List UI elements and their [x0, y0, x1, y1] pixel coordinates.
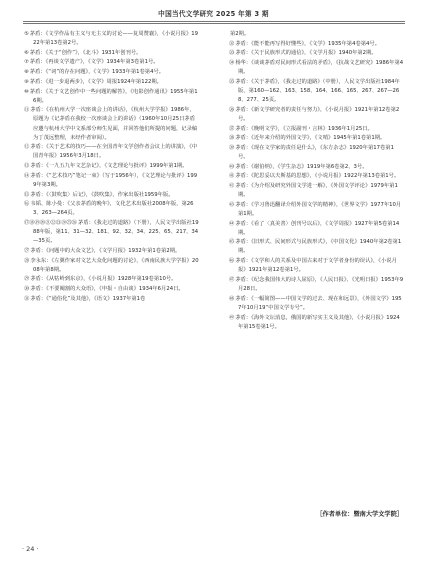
footnote [24, 143, 199, 161]
footnote-text: 茅盾：《从牯岭到东京》，《小说月报》1928年第19卷第10号。 [30, 276, 177, 283]
footnote-text: 茅盾：《近年来介绍的外国文学》，《文哨》1945年第1卷第1期。 [235, 135, 386, 142]
footnote-number: ㊳ [229, 135, 235, 142]
footnote [24, 106, 199, 142]
footnote-text: 杨华：《谈谈茅盾对民间形式看法的矛盾》，《抗战文艺研究》1986年第4期。 [235, 60, 404, 76]
footnote [229, 40, 404, 49]
footnote-text: 茅盾：《陀思妥以夫斯基的思想》，《小说月报》1922年第13卷第1号。 [235, 173, 400, 180]
footnote [24, 30, 199, 48]
footnote-number: ⑮ [24, 191, 30, 198]
footnote-text: 李永东：《左翼作家对文艺大众化问题的讨论》，《西南民族大学学报》2008年第8期。 [30, 257, 199, 273]
footnote [229, 125, 404, 134]
footnote [229, 59, 404, 77]
author-affiliation: ［作者单位：暨南大学文学院］ [316, 511, 403, 518]
footnote-number: ⑨ [24, 78, 29, 85]
footnote-number: ⑩ [24, 88, 29, 95]
footnote [229, 182, 404, 200]
footnote-number: ㉛ [24, 295, 30, 302]
footnote [229, 295, 404, 313]
page-number: · 24 · [22, 545, 39, 553]
footnote-text: 茅盾：《现在文学家的责任是什么》，《东方杂志》1920年第17卷第1号。 [235, 144, 394, 160]
footnote-number: ㉗ [24, 247, 30, 254]
footnote-number: ㊺ [229, 239, 235, 246]
footnote-text: 茅盾：《关于民族形式的通信》，《文学月报》1940年第2期。 [235, 50, 377, 57]
footnote-text: 茅盾：《〈鼓吹集〉后记》，《鼓吹集》，作家出版社1959年版。 [30, 191, 174, 198]
footnote-number: ㊸ [229, 201, 235, 208]
footnote-text: 茅盾：《再谈文学遗产》，《文学》1934年第3卷第1号。 [29, 59, 159, 66]
footnote-number: ㉚ [24, 286, 30, 293]
footnote [24, 68, 199, 77]
footnote-text: 茅盾：《进一步退两步》，《文学》周报1924年第122期。 [29, 78, 162, 85]
footnote-number: ㊲ [229, 125, 235, 132]
footnote [24, 247, 199, 256]
footnote [24, 49, 199, 58]
footnote-number: ㊷ [229, 183, 235, 190]
footnote-text: 茅盾：《“艺术技巧”笔记一束》（写于1956年），《文艺理论与批评》1999年第3期。 [30, 172, 198, 188]
footnote-number: ㉙ [24, 276, 30, 283]
footnote-number: ⑤ [24, 31, 29, 37]
footnote-number: ㊽ [229, 295, 235, 302]
footnote [229, 163, 404, 172]
header-rule-thin [23, 23, 405, 24]
footnote [229, 30, 404, 39]
footnote [229, 238, 404, 256]
footnote-text: 茅盾：《一幅简图——中国文学的过去、现在和远景》，《外国文学》1957年10月19“中国文学专号”。 [235, 295, 402, 311]
footnotes-right-column [229, 30, 404, 332]
footnote-number: ㊵ [229, 163, 235, 170]
footnote-number: ⑰⑱⑲⑳㉑㉒㉓㉔㉕㉖ [24, 220, 77, 226]
footnote-number: ㉟ [229, 78, 235, 85]
header-rule [23, 21, 405, 22]
footnotes-left-column [24, 30, 199, 304]
footnote-number: ㊾ [229, 314, 235, 321]
footnote-number: ㊼ [229, 276, 235, 283]
footnote-text: 茅盾：《不要阉割的大众语》，《申报・自由谈》1934年6月24日。 [30, 286, 184, 293]
footnote-number: ㉜ [229, 40, 235, 47]
footnote [229, 257, 404, 275]
footnote [24, 191, 199, 200]
footnote-text: 茅盾：《晚明文学》，《立报副刊・言林》1936年1月25日。 [235, 125, 373, 132]
footnote-text: 茅盾：《关于茅盾》，《我走过的道路》（中册），人民文学出版社1984年版，第160—162、163、158、164、166、165、267、267—268、277、25页。 [235, 78, 400, 104]
footnote [24, 200, 199, 218]
footnote-text: 第2期。 [230, 31, 250, 37]
footnote-text: 茅盾：《新文学研究者的责任与努力》，《小说月报》1921年第12卷第2号。 [235, 106, 400, 122]
footnote-text: 茅盾：《一九五九年文艺杂记》，《文艺理论与批评》1999年第1期。 [30, 163, 188, 170]
footnote-number: ⑬ [24, 163, 30, 170]
footnote-text: 茅盾：《在杭州大学一次座谈会上的讲话》，《杭州大学学报》1986年，原题为《记茅盾在我校一次座谈会上的讲话》（1960年10月25日茅盾应邀与杭州大学中文系部分师生见面，并回答他们所提的问题，记录稿为丁茂远整理，未经作者审阅）。 [30, 107, 198, 141]
footnote-number: ㊶ [229, 173, 235, 180]
footnote [24, 58, 199, 67]
footnote-text: 茅盾：《文学和人的关系及中国古来对于文学者身份的误认》，《小说月报》1921年第12卷第1号。 [235, 258, 397, 274]
footnote-text: 茅盾：《文学作品有主义与无主义的讨论——复周赞襄》，《小说月报》1922年第13卷第2号。 [29, 31, 199, 47]
footnote-text: 茅盾：《旧形式、民间形式与民族形式》，《中国文化》1940年第2卷第1期。 [235, 239, 402, 255]
footnote [229, 220, 404, 238]
footnote-text: 茅盾：《海外文坛消息，俄国的新写实主义及其他》，《小说月报》1924年第15卷第1号。 [235, 314, 400, 330]
footnote-text: 茅盾：《关于艺术的技巧——在全国青年文学创作者会议上的讲演》，《中国青年报》1956年3月18日。 [30, 144, 198, 160]
footnote [24, 295, 199, 304]
footnote-number: ㊹ [229, 220, 235, 227]
footnote [229, 106, 404, 124]
footnote-text: 茅盾：《能不能再写得好懂些》，《文学》1935年第4卷第4号。 [235, 40, 381, 47]
footnote [24, 172, 199, 190]
footnote-text: 茅盾：《纪念我国伟大的诗人屈原》，《人民日报》、《光明日报》1953年9月28日。 [235, 276, 404, 293]
footnote [24, 88, 199, 106]
footnote-text: 茅盾：《问题中的大众文艺》，《文学月报》1932年第1卷第2期。 [30, 247, 181, 254]
footnote-text: 茅盾：《学习鲁迅翻译介绍外国文学的精神》，《世界文学》1977年10月第1期。 [235, 201, 402, 217]
footnote-text: 茅盾：《我走过的道路》（下册），人民文学出版社1988年版，第11、31—32、181、92、32、34、225、65、217、34—35页。 [33, 220, 199, 245]
footnote-text: 茅盾：《关于文艺创作中一些问题的解答》，《电影创作通讯》1955年第16期。 [29, 88, 198, 104]
footnote-text: 韦韬、陈小曼：《父亲茅盾的晚年》，文化艺术出版社2008年版，第263、263—264页。 [30, 201, 194, 217]
footnote-number: ㊴ [229, 144, 235, 151]
footnote-number: ⑫ [24, 144, 30, 151]
footnote-number: ⑧ [24, 69, 29, 76]
footnote [229, 276, 404, 294]
footnote-number: ㊱ [229, 106, 235, 113]
footnote [229, 172, 404, 181]
footnote-number: ⑯ [24, 201, 30, 208]
footnote [229, 134, 404, 143]
footnote-text: 茅盾：《“通俗化”及其他》，《语文》1937年第1卷 [30, 295, 146, 302]
footnote [229, 144, 404, 162]
footnote-text: 茅盾：《看了〈真美善〉创刊号以后》，《文学周报》1927年第5卷第14期。 [235, 220, 400, 236]
footnote [24, 162, 199, 171]
footnote [229, 201, 404, 219]
footnote-text: 茅盾：《为介绍及研究外国文学进一解》，《外国文学评论》1979年第1期。 [235, 183, 398, 199]
footnote-number: ㊻ [229, 258, 235, 265]
footnote [229, 49, 404, 58]
footnote-text: 茅盾：《谢伯纳》，《学生杂志》1919年第6卷第2、3号。 [235, 163, 368, 170]
footnote [24, 78, 199, 87]
footnote-text: 茅盾：《“词”的存在问题》，《文学》1933年第1卷第4号。 [29, 69, 165, 76]
footnote [229, 78, 404, 105]
running-header: 中国当代文学研究 2025 年第 3 期 [158, 10, 269, 18]
footnote-number: ㉘ [24, 257, 30, 264]
footnote [24, 285, 199, 294]
footnote-number: ㉞ [229, 60, 235, 67]
footnote-number: ⑥ [24, 49, 29, 56]
footnote-number: ㉝ [229, 50, 235, 57]
footnote-number: ⑭ [24, 172, 30, 179]
footnote [24, 219, 199, 246]
footnote [229, 314, 404, 332]
footnote [24, 275, 199, 284]
footnote [24, 257, 199, 275]
footnote-number: ⑦ [24, 59, 29, 66]
footnote-number: ⑪ [24, 107, 30, 114]
footnote-text: 茅盾：《关于“创作”》，《北斗》1931年创刊号。 [29, 49, 142, 56]
